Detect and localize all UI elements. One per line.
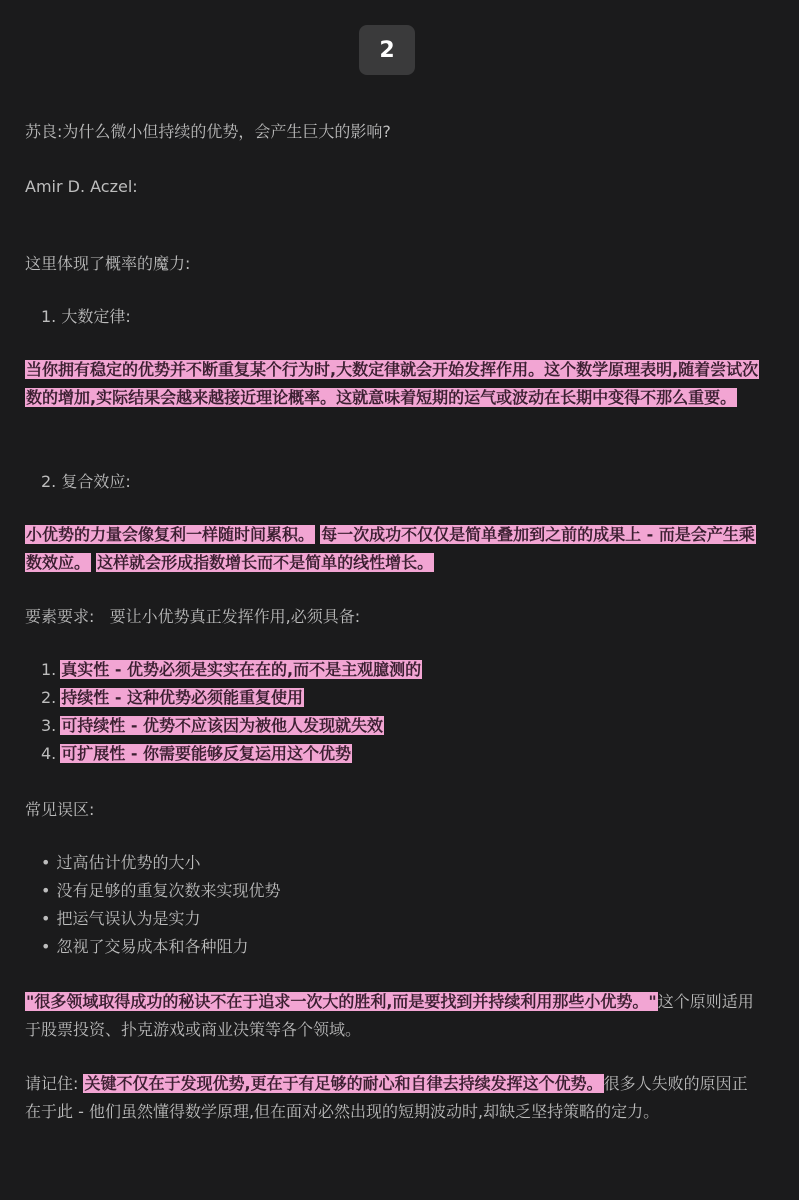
list-item: 4. 可扩展性 - 你需要能够反复运用这个优势: [41, 744, 352, 763]
list-item: • 忽视了交易成本和各种阻力: [41, 937, 249, 956]
intro-line: 这里体现了概率的魔力:: [25, 254, 191, 273]
list-item: 3. 可持续性 - 优势不应该因为被他人发现就失效: [41, 716, 384, 735]
author-line: Amir D. Aczel:: [25, 177, 138, 196]
requirement-text: 可持续性 - 优势不应该因为被他人发现就失效: [61, 716, 384, 735]
bullet-icon: •: [41, 853, 51, 872]
mistakes-heading: 常见误区:: [25, 800, 95, 819]
list-item: • 把运气误认为是实力: [41, 909, 201, 928]
requirements-intro: 要素要求: 要让小优势真正发挥作用,必须具备:: [25, 607, 361, 626]
section2-highlight-a: 小优势的力量会像复利一样随时间累积。: [26, 525, 315, 544]
quote-rest: 这个原则适用于股票投资、扑克游戏或商业决策等各个领域。: [25, 992, 754, 1039]
section2-highlight-b: 每一次成功不仅仅是简单叠加到之前的成果上 - 而是会产生乘数效应。: [26, 525, 755, 572]
section2-highlight-c: 这样就会形成指数增长而不是简单的线性增长。: [97, 553, 434, 572]
page-number-badge: 2: [359, 25, 415, 75]
section1-heading: 1. 大数定律:: [41, 307, 131, 326]
remember-rest: 很多人失败的原因正在于此 - 他们虽然懂得数学原理,但在面对必然出现的短期波动时,却缺乏坚持策略的定力。: [25, 1074, 748, 1121]
list-item: 1. 真实性 - 优势必须是实实在在的,而不是主观臆测的: [41, 660, 422, 679]
remember-paragraph: [25, 1070, 760, 1126]
remember-highlight: 关键不仅在于发现优势,更在于有足够的耐心和自律去持续发挥这个优势。: [84, 1074, 603, 1093]
section2-paragraph: [25, 521, 760, 577]
remember-prefix: 请记住:: [25, 1074, 84, 1093]
section1-paragraph: [25, 356, 760, 412]
mistakes-list: [25, 849, 280, 961]
section2-heading: 2. 复合效应:: [41, 472, 131, 491]
quote-paragraph: [25, 988, 760, 1044]
question-line: 苏良:为什么微小但持续的优势，会产生巨大的影响?: [25, 122, 391, 141]
bullet-icon: •: [41, 881, 51, 900]
quote-highlight: "很多领域取得成功的秘诀不在于追求一次大的胜利,而是要找到并持续利用那些小优势。": [26, 992, 657, 1011]
requirement-text: 持续性 - 这种优势必须能重复使用: [61, 688, 304, 707]
requirement-text: 可扩展性 - 你需要能够反复运用这个优势: [61, 744, 352, 763]
list-item: • 没有足够的重复次数来实现优势: [41, 881, 281, 900]
bullet-icon: •: [41, 909, 51, 928]
section1-highlight: 当你拥有稳定的优势并不断重复某个行为时,大数定律就会开始发挥作用。这个数学原理表明,随着尝试次数的增加,实际结果会越来越接近理论概率。这就意味着短期的运气或波动在长期中变得不那么重要。: [26, 360, 759, 407]
list-item: 2. 持续性 - 这种优势必须能重复使用: [41, 688, 304, 707]
list-item: • 过高估计优势的大小: [41, 853, 201, 872]
bullet-icon: •: [41, 937, 51, 956]
requirements-list: [25, 656, 422, 768]
requirement-text: 真实性 - 优势必须是实实在在的,而不是主观臆测的: [61, 660, 422, 679]
